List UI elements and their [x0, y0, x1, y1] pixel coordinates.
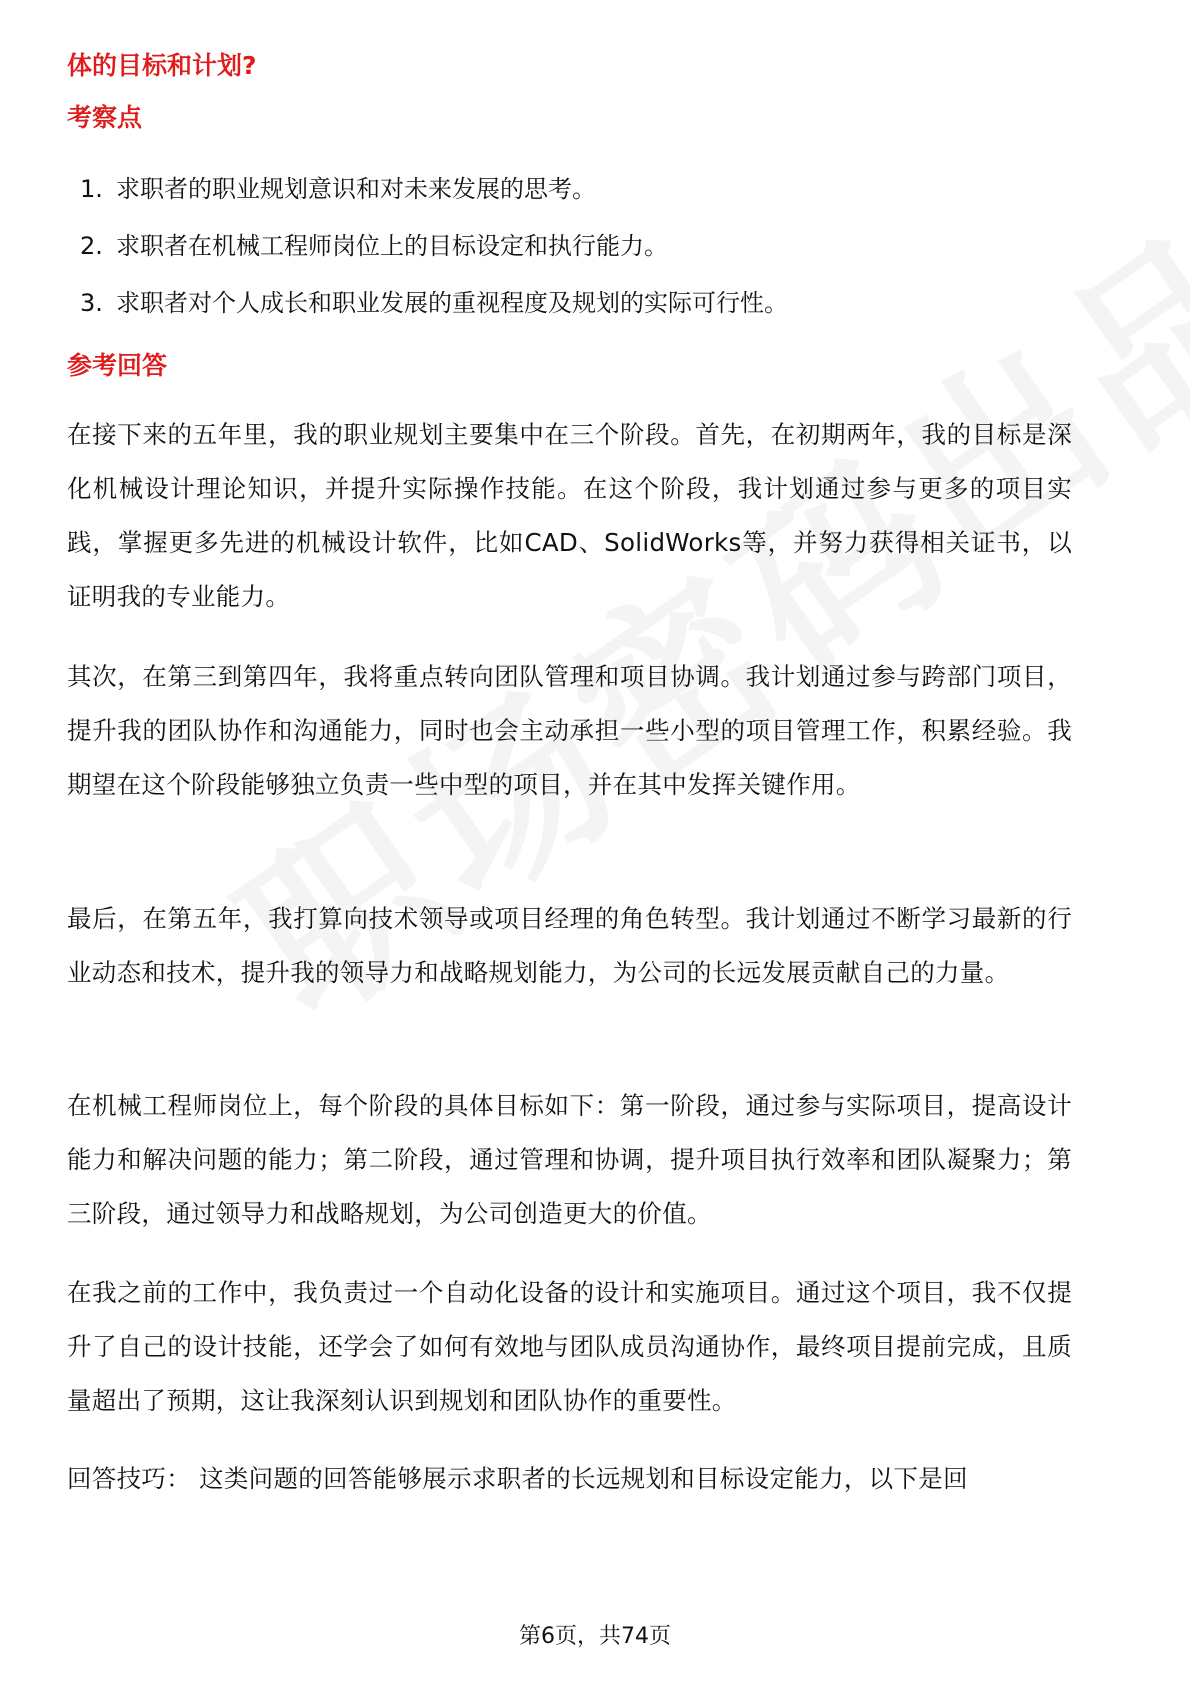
list-item: 3. 求职者对个人成长和职业发展的重视程度及规划的实际可行性。: [80, 289, 788, 317]
tips-paragraph: 回答技巧： 这类问题的回答能够展示求职者的长远规划和目标设定能力，以下是回: [67, 1464, 968, 1493]
answer-paragraph-1: 在接下来的五年里，我的职业规划主要集中在三个阶段。首先，在初期两年，我的目标是深化机械设计理论知识，并提升实际操作技能。在这个阶段，我计划通过参与更多的项目实践，掌握更多先进的机械设计软件，比如CAD、SolidWorks等，并努力获得相关证书，以证明我的专业能力。: [67, 420, 1072, 611]
answer-paragraph-5: 在我之前的工作中，我负责过一个自动化设备的设计和实施项目。通过这个项目，我不仅提升了自己的设计技能，还学会了如何有效地与团队成员沟通协作，最终项目提前完成，且质量超出了预期，这让我深刻认识到规划和团队协作的重要性。: [67, 1278, 1072, 1415]
list-item: 1. 求职者的职业规划意识和对未来发展的思考。: [80, 175, 596, 203]
answer-paragraph-2: 其次，在第三到第四年，我将重点转向团队管理和项目协调。我计划通过参与跨部门项目，提升我的团队协作和沟通能力，同时也会主动承担一些小型的项目管理工作，积累经验。我期望在这个阶段能够独立负责一些中型的项目，并在其中发挥关键作用。: [67, 662, 1072, 799]
section-heading-answer: 参考回答: [67, 351, 168, 380]
points-list: [80, 161, 1130, 332]
question-title-tail: 体的目标和计划?: [67, 51, 257, 80]
answer-paragraph-3: 最后，在第五年，我打算向技术领导或项目经理的角色转型。我计划通过不断学习最新的行业动态和技术，提升我的领导力和战略规划能力，为公司的长远发展贡献自己的力量。: [67, 904, 1072, 987]
answer-paragraph-4: 在机械工程师岗位上，每个阶段的具体目标如下：第一阶段，通过参与实际项目，提高设计能力和解决问题的能力；第二阶段，通过管理和协调，提升项目执行效率和团队凝聚力；第三阶段，通过领导力和战略规划，为公司创造更大的价值。: [67, 1091, 1072, 1228]
list-item: 2. 求职者在机械工程师岗位上的目标设定和执行能力。: [80, 232, 668, 260]
section-heading-points: 考察点: [67, 103, 143, 132]
page-number: 第6页，共74页: [519, 1624, 671, 1649]
